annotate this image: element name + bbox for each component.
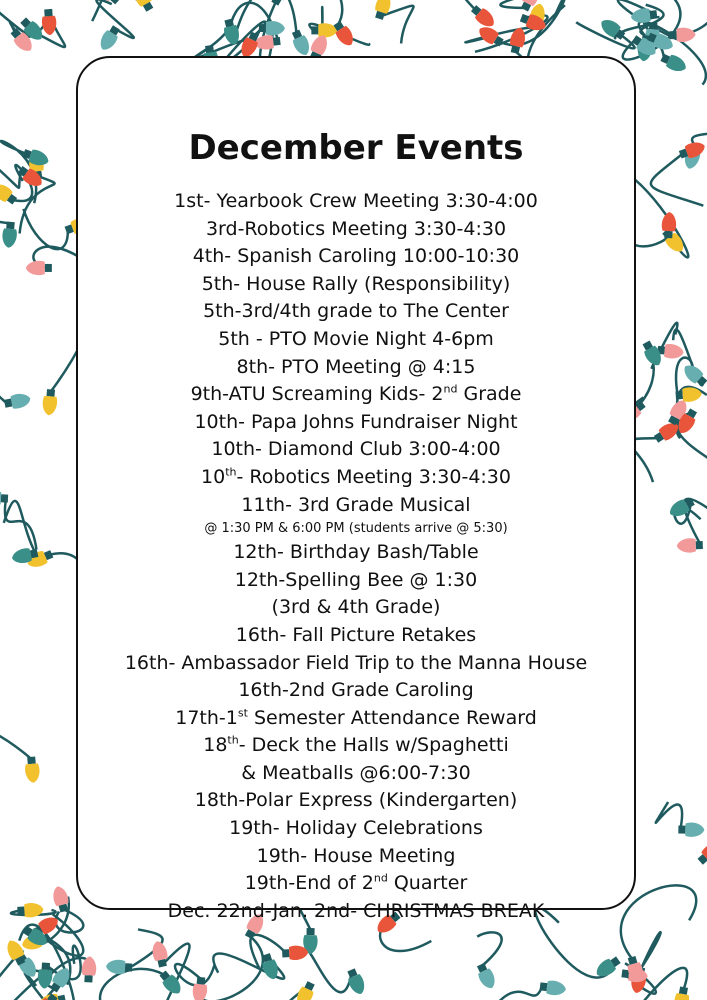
light-bulb-icon	[97, 24, 123, 54]
ordinal-suffix: th	[227, 733, 239, 747]
light-wire	[288, 985, 344, 1000]
light-bulb-icon	[372, 0, 393, 21]
light-bulb-icon	[476, 23, 506, 49]
light-bulb-icon	[598, 16, 628, 43]
event-text: 17th-1	[175, 706, 238, 729]
event-item: & Meatballs @6:00-7:30	[241, 761, 471, 784]
light-bulb-icon	[24, 756, 41, 783]
light-bulb-icon	[680, 361, 707, 389]
light-wire	[477, 932, 501, 966]
ordinal-suffix: st	[237, 706, 248, 720]
light-bulb-icon	[131, 0, 156, 13]
light-wire	[175, 964, 214, 985]
event-item: 12th- Birthday Bash/Table	[233, 541, 479, 564]
light-wire	[656, 802, 682, 829]
light-wire	[23, 209, 67, 249]
event-item: 18th-Polar Express (Kindergarten)	[194, 789, 518, 812]
event-text: - Deck the Halls w/Spaghetti	[238, 734, 509, 757]
event-text: Quarter	[387, 872, 468, 895]
light-bulb-icon	[331, 19, 357, 49]
event-item: 8th- PTO Meeting @ 4:15	[236, 355, 476, 378]
event-item: 19th- House Meeting	[256, 844, 456, 867]
event-item: 4th- Spanish Caroling 10:00-10:30	[192, 245, 520, 268]
event-item: 3rd-Robotics Meeting 3:30-4:30	[205, 217, 507, 240]
light-bulb-icon	[42, 389, 59, 416]
light-bulb-icon	[81, 956, 97, 983]
light-bulb-icon	[289, 28, 313, 58]
light-bulb-icon	[659, 51, 689, 75]
event-text: Grade	[457, 383, 522, 406]
light-bulb-icon	[1, 221, 18, 248]
event-item	[78, 870, 634, 898]
light-wire	[484, 987, 542, 1000]
light-bulb-icon	[344, 967, 367, 997]
events-list	[78, 188, 634, 925]
ordinal-suffix: th	[225, 465, 237, 479]
event-item: 16th- Fall Picture Retakes	[235, 623, 477, 646]
light-bulb-icon	[669, 27, 695, 42]
event-text: 10	[201, 465, 226, 488]
event-item: 1st- Yearbook Crew Meeting 3:30-4:00	[174, 190, 538, 212]
event-item	[78, 381, 634, 409]
event-text: - Robotics Meeting 3:30-4:30	[236, 465, 511, 488]
light-bulb-icon	[695, 839, 707, 867]
light-bulb-icon	[474, 962, 498, 992]
light-bulb-icon	[26, 261, 52, 275]
light-wire	[692, 86, 707, 146]
event-item	[78, 464, 634, 492]
event-text: 18	[203, 734, 228, 757]
light-bulb-icon	[657, 343, 684, 360]
ordinal-suffix: nd	[373, 871, 388, 885]
light-bulb-icon	[3, 392, 31, 411]
light-wire	[200, 935, 263, 1000]
light-bulb-icon	[37, 962, 53, 989]
light-bulb-icon	[106, 959, 133, 975]
light-wire	[0, 722, 31, 759]
event-item: 11th- 3rd Grade Musical	[241, 493, 471, 516]
event-item: (3rd & 4th Grade)	[271, 596, 441, 619]
light-bulb-icon	[672, 986, 691, 1000]
event-item: 19th- Holiday Celebrations	[229, 817, 483, 840]
event-item: 16th-2nd Grade Caroling	[238, 679, 474, 702]
page-title: December Events	[188, 128, 524, 168]
light-bulb-icon	[150, 940, 170, 969]
event-text: 9th-ATU Screaming Kids- 2	[190, 383, 444, 406]
event-item: 5th - PTO Movie Night 4-6pm	[218, 327, 494, 350]
event-item: 5th-3rd/4th grade to The Center	[203, 300, 509, 323]
light-wire	[100, 969, 164, 1000]
event-item	[78, 732, 634, 760]
light-bulb-icon	[293, 980, 317, 1000]
ordinal-suffix: nd	[443, 382, 458, 396]
light-wire	[0, 362, 7, 403]
event-item: 5th- House Rally (Responsibility)	[201, 272, 511, 295]
event-item: @ 1:30 PM & 6:00 PM (students arrive @ 5:30)	[204, 521, 508, 537]
event-text: Semester Attendance Reward	[247, 706, 537, 729]
events-card	[76, 56, 636, 922]
light-bulb-icon	[41, 9, 57, 36]
event-item: Dec. 22nd-Jan. 2nd- CHRISTMAS BREAK	[167, 899, 545, 922]
event-item	[78, 705, 634, 733]
event-item: 12th-Spelling Bee @ 1:30	[234, 568, 478, 591]
event-text: 19th-End of 2	[244, 872, 374, 895]
event-item: 16th- Ambassador Field Trip to the Manna House	[124, 651, 588, 674]
event-item: 10th- Papa Johns Fundraiser Night	[194, 410, 518, 433]
event-item: 10th- Diamond Club 3:00-4:00	[211, 438, 501, 461]
light-bulb-icon	[539, 979, 567, 996]
